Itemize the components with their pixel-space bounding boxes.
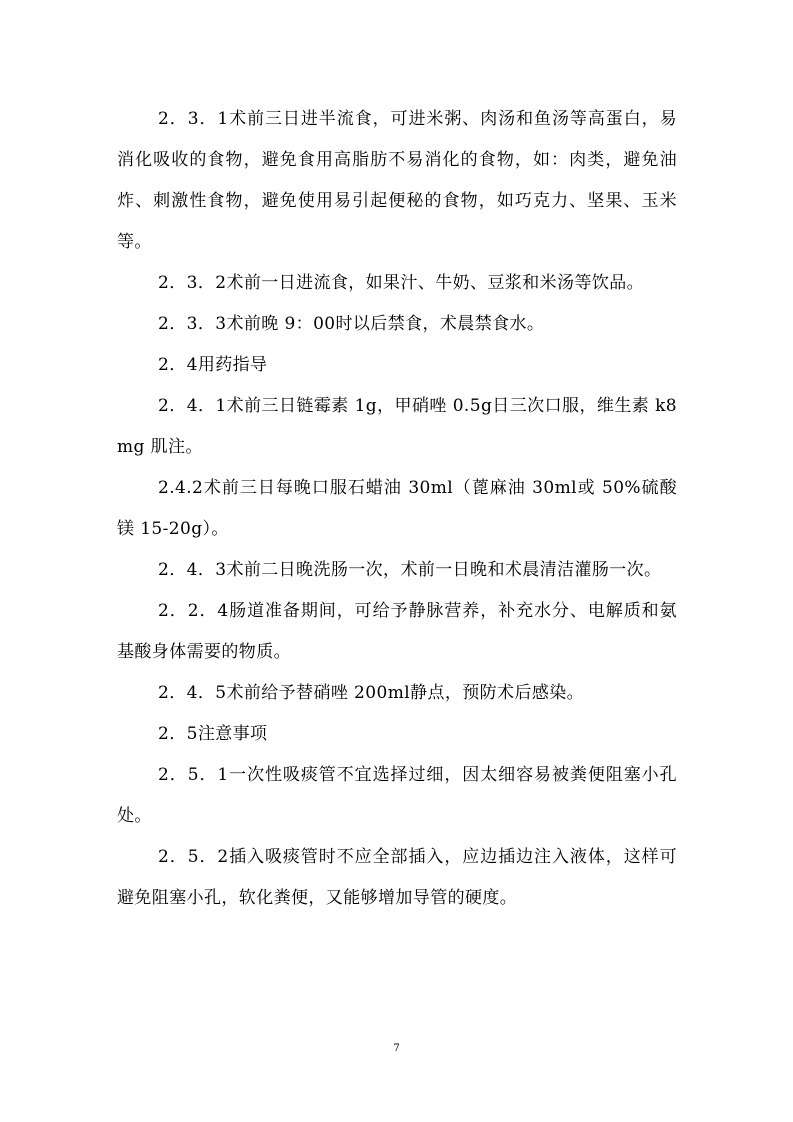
paragraph-2-4-1: 2．4．1术前三日链霉素 1g，甲硝唑 0.5g日三次口服，维生素 k8mg 肌注。 [117,396,677,457]
page-number: 7 [393,1043,400,1054]
paragraph-2-5-1: 2．5．1一次性吸痰管不宜选择过细，因太细容易被粪便阻塞小孔处。 [117,765,677,826]
document-body [117,99,677,919]
paragraph-2-4-5: 2．4．5术前给予替硝唑 200ml静点，预防术后感染。 [158,683,585,703]
paragraph-2-4-2: 2.4.2术前三日每晚口服石蜡油 30ml（蓖麻油 30ml或 50%硫酸镁 15-20g）。 [117,478,677,539]
section-heading-2-5: 2．5注意事项 [158,724,268,744]
paragraph-2-4-3: 2．4．3术前二日晚洗肠一次，术前一日晚和术晨清洁灌肠一次。 [158,560,662,580]
paragraph-2-3-3: 2．3．3术前晚 9：00时以后禁食，术晨禁食水。 [158,314,545,334]
section-heading-2-4: 2．4用药指导 [158,355,268,375]
paragraph-2-3-1: 2．3．1术前三日进半流食，可进米粥、肉汤和鱼汤等高蛋白，易消化吸收的食物，避免食用高脂肪不易消化的食物，如：肉类，避免油炸、刺激性食物，避免使用易引起便秘的食物，如巧克力、坚果、玉米等。 [117,109,677,252]
paragraph-2-3-2: 2．3．2术前一日进流食，如果汁、牛奶、豆浆和米汤等饮品。 [158,273,645,293]
paragraph-2-5-2: 2．5．2插入吸痰管时不应全部插入，应边插边注入液体，这样可避免阻塞小孔，软化粪便，又能够增加导管的硬度。 [117,847,677,908]
paragraph-2-2-4: 2．2．4肠道准备期间，可给予静脉营养，补充水分、电解质和氨基酸身体需要的物质。 [117,601,677,662]
